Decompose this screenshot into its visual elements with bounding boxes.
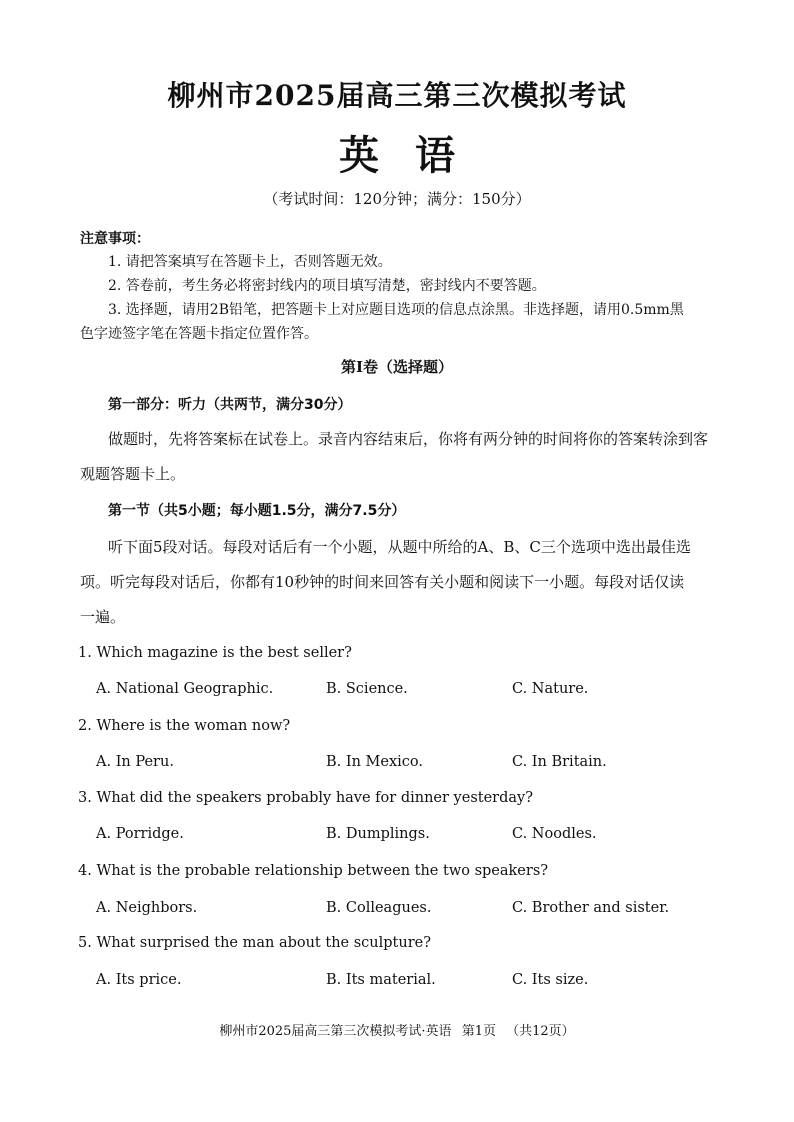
question-1: 1. Which magazine is the best seller? <box>78 645 352 661</box>
question-4: 4. What is the probable relationship between the two speakers? <box>78 863 549 879</box>
part1-intro-line2: 观题答题卡上。 <box>80 465 186 483</box>
notice-heading: 注意事项： <box>80 231 150 247</box>
part1-intro-line1: 做题时，先将答案标在试卷上。录音内容结束后，你将有两分钟的时间将你的答案转涂到客 <box>108 430 709 448</box>
question-5: 5. What surprised the man about the sculpture? <box>78 935 431 951</box>
q2-option-b: B. In Mexico. <box>326 754 423 770</box>
q2-option-a: A. In Peru. <box>96 754 174 770</box>
question-3: 3. What did the speakers probably have for dinner yesterday? <box>78 790 533 806</box>
q3-option-c: C. Noodles. <box>512 826 597 842</box>
section1-intro-line1: 听下面5段对话。每段对话后有一个小题，从题中所给的A、B、C三个选项中选出最佳选 <box>108 538 691 556</box>
footer-page-number: 第1页 <box>461 1024 496 1039</box>
q3-option-a: A. Porridge. <box>96 826 184 842</box>
notice-item-1: 1. 请把答案填写在答题卡上，否则答题无效。 <box>108 254 392 270</box>
section1-heading: 第一节（共5小题；每小题1.5分，满分7.5分） <box>108 503 406 519</box>
footer-total-pages: （共12页） <box>506 1024 575 1039</box>
q5-option-a: A. Its price. <box>96 972 182 988</box>
q5-option-b: B. Its material. <box>326 972 436 988</box>
section-title: 第Ⅰ卷（选择题） <box>340 358 454 376</box>
q5-option-c: C. Its size. <box>512 972 589 988</box>
q4-option-c: C. Brother and sister. <box>512 900 670 916</box>
section1-intro-line3: 一遍。 <box>80 608 126 626</box>
q2-option-c: C. In Britain. <box>512 754 607 770</box>
q4-option-b: B. Colleagues. <box>326 900 432 916</box>
exam-title: 柳州市2025届高三第三次模拟考试 <box>167 79 627 112</box>
q1-option-a: A. National Geographic. <box>96 681 274 697</box>
notice-item-3: 3. 选择题，请用2B铅笔，把答题卡上对应题目选项的信息点涂黑。非选择题，请用0.5mm黑 <box>108 302 684 318</box>
q3-option-b: B. Dumplings. <box>326 826 430 842</box>
notice-item-2: 2. 答卷前，考生务必将密封线内的项目填写清楚，密封线内不要答题。 <box>108 278 546 294</box>
question-2: 2. Where is the woman now? <box>78 718 291 734</box>
q1-option-c: C. Nature. <box>512 681 589 697</box>
footer-exam-subject: 柳州市2025届高三第三次模拟考试·英语 <box>219 1024 452 1039</box>
q4-option-a: A. Neighbors. <box>96 900 198 916</box>
exam-info: （考试时间：120分钟；满分：150分） <box>263 190 531 208</box>
q1-option-b: B. Science. <box>326 681 408 697</box>
notice-item-3-cont: 色字迹签字笔在答题卡指定位置作答。 <box>80 326 318 342</box>
page-footer <box>0 1020 794 1039</box>
section1-intro-line2: 项。听完每段对话后，你都有10秒钟的时间来回答有关小题和阅读下一小题。每段对话仅读 <box>80 573 685 591</box>
part1-heading: 第一部分：听力（共两节，满分30分） <box>108 397 352 413</box>
subject-title: 英语 <box>339 132 491 179</box>
